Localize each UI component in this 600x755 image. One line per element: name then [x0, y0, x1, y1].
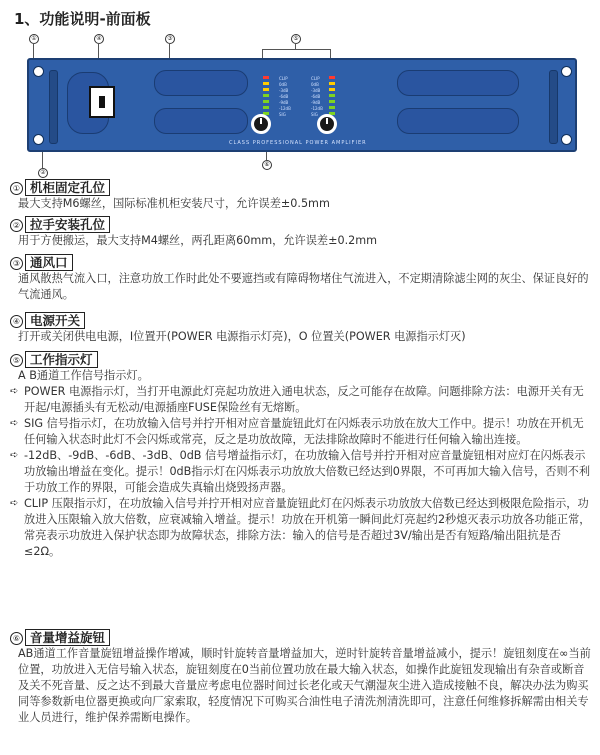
- volume-knob-b[interactable]: [317, 114, 337, 134]
- section-title: 机柜固定孔位: [25, 179, 110, 196]
- volume-knob-a[interactable]: [251, 114, 271, 134]
- rack-hole: [33, 66, 44, 77]
- section-text: 用于方便搬运，最大支持M4螺丝，两孔距离60mm，允许误差±0.2mm: [18, 234, 378, 247]
- section-number: ①: [10, 182, 23, 195]
- bullet-db: ➪ -12dB、-9dB、-6dB、-3dB、0dB 信号增益指示灯，在功放输入信号并拧开相对应音量旋钮相对应灯在闪烁表示功放输出增益在变化。提示！0dB指示灯在闪烁表示功放放大倍数已经达到0界限，不可再加大输入信号，否则不利于功放工作的界限，可能会造成失真输出烧毁扬声器。: [10, 448, 592, 496]
- section-3: [10, 255, 592, 303]
- front-panel-diagram: [0, 0, 600, 180]
- bullet-power: ➪ POWER 电源指示灯，当打开电源此灯亮起功放进入通电状态，反之可能存在故障。问题排除方法：电源开关有无开起/电源插头有无松动/电源插座FUSE保险丝有无熔断。: [10, 384, 592, 416]
- handle: [549, 70, 558, 144]
- section-text: 打开或关闭供电电源，Ⅰ位置开(POWER 电源指示灯亮)，O 位置关(POWER 电源指示灯灭): [18, 330, 466, 343]
- amplifier-front-panel: [27, 58, 577, 152]
- vent: [154, 108, 248, 134]
- page-title: 1、功能说明-前面板: [14, 10, 151, 28]
- section-text: 通风散热气流入口，注意功放工作时此处不要遮挡或有障碍物堵住气流进入，不定期清除滤尘网的灰尘、保证良好的气流通风。: [18, 272, 589, 301]
- section-title: 音量增益旋钮: [25, 629, 110, 646]
- callout-1: ①: [29, 34, 39, 44]
- bullet-sig: ➪ SIG 信号指示灯，在功放输入信号并拧开相对应音量旋钮此灯在闪烁表示功放在放大工作中。提示！功放在开机无任何输入状态时此灯不会闪烁或常亮，反之是功放故障，无法排除故障时不能进行任何输入输出连接。: [10, 416, 592, 448]
- section-title: 通风口: [25, 254, 73, 271]
- model-text: CLASS PROFESSIONAL POWER AMPLIFIER: [229, 140, 367, 146]
- callout-4: ④: [94, 34, 104, 44]
- vent: [397, 70, 519, 96]
- handle: [49, 70, 58, 144]
- section-number: ⑤: [10, 354, 23, 367]
- callout-2: ②: [38, 168, 48, 178]
- section-number: ④: [10, 315, 23, 328]
- section-title: 电源开关: [25, 312, 85, 329]
- section-number: ⑥: [10, 632, 23, 645]
- power-switch[interactable]: [89, 86, 115, 118]
- rack-hole: [33, 134, 44, 145]
- led-labels-a: CLIP 0dB -3dB -6dB -9dB -12dB SIG: [279, 76, 291, 117]
- section-title: 工作指示灯: [25, 351, 98, 368]
- section-intro: A B通道工作信号指示灯。: [18, 369, 149, 382]
- callout-6: ⑥: [262, 160, 272, 170]
- led-column-b: [329, 76, 335, 118]
- section-6: [10, 630, 592, 726]
- vent: [397, 108, 519, 134]
- led-column-a: [263, 76, 269, 118]
- callout-3: ③: [165, 34, 175, 44]
- section-number: ②: [10, 219, 23, 232]
- section-title: 拉手安装孔位: [25, 216, 110, 233]
- section-text: AB通道工作音量旋钮增益操作增减，顺时针旋转音量增益加大，逆时针旋转音量增益减小，提示！旋钮刻度在∞当前位置，功放进入无信号输入状态，旋钮刻度在0当前位置功放在最大输入状态，如操作此旋钮发现输出有杂音或断音及关不死音量、反之达不到最大音量应考虑电位器时间过长老化或天气潮湿灰尘进入造成接触不良，解决办法为购买同等参数新电位器更换或向厂家索取，轻度情况下可购买合油性电子清洗剂清洗即可，注意任何维修拆解需由相关专业人员进行，维护保养需断电操作。: [18, 647, 591, 724]
- section-2: [10, 217, 592, 249]
- vent: [154, 70, 248, 96]
- section-1: [10, 180, 592, 212]
- section-text: 最大支持M6螺丝，国际标准机柜安装尺寸，允许误差±0.5mm: [18, 197, 330, 210]
- section-5: [10, 352, 592, 560]
- section-4: [10, 313, 592, 345]
- section-number: ③: [10, 257, 23, 270]
- bullet-clip: ➪ CLIP 压限指示灯，在功放输入信号并拧开相对应音量旋钮此灯在闪烁表示功放放大倍数已经达到极限危险指示，功放进入压限输入放大倍数，应衰减输入增益。提示！功放在开机第一瞬间此灯亮起约2秒熄灭表示功放各功能正常，常亮表示功放进入保护状态即为故障状态，排除方法：输入的信号是否超过3V/输出是否有短路/输出阻抗是否≤2Ω。: [10, 496, 592, 560]
- led-labels-b: CLIP 0dB -3dB -6dB -9dB -12dB SIG: [311, 76, 323, 117]
- callout-5: ⑤: [291, 34, 301, 44]
- rack-hole: [561, 66, 572, 77]
- rack-hole: [561, 134, 572, 145]
